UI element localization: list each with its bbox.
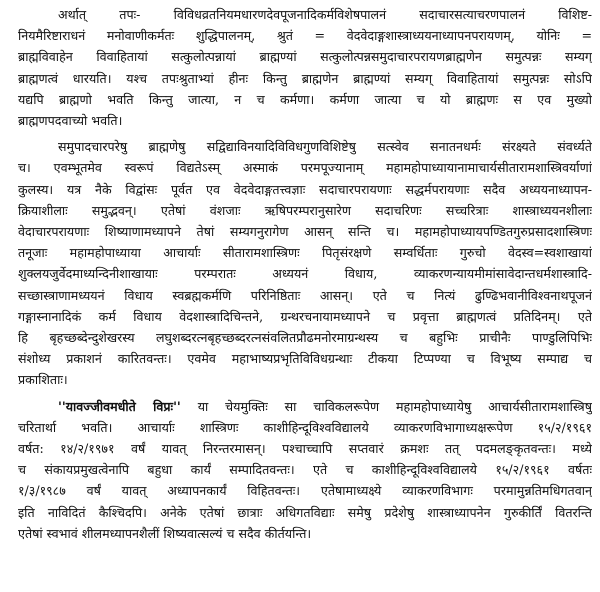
text-line: नियमैरिष्टाराधनं मनोवाणीकर्मतः शुद्धिपालनम्, श्रुतं = वेदवेदाङ्गशास्त्राध्ययनाध्यापनपरायणम्, योनिः = — [18, 28, 592, 44]
text-span: या चेयमुक्तिः सा चाविकलरूपेण महामहोपाध्यायेषु आचार्यसीतारामशास्त्रिषु — [180, 398, 592, 414]
paragraph — [18, 4, 592, 131]
text-line: तनूजाः महामहोपाध्याया आचार्याः सीतारामशास्त्रिणः पितृसंरक्षणे सम्वर्धिताः गुरुचो वेदस्व=स्वशाखायां — [18, 245, 592, 261]
text-line: इति नाविदितं कैश्चिदपि। अनेके एतेषां छात्राः अधिगतविद्याः समेषु प्रदेशेषु शास्त्राध्यापनेन गुरुकीर्तिं वितरन्ति — [18, 504, 592, 520]
text-line: कुलस्य। यत्र नैके विद्वांसः पूर्वत एव वेदवेदाङ्गतत्त्वज्ञाः सदाचारपरायणाः सद्धर्मपरायणाः सदैव अध्ययनाध्यापन- — [18, 181, 592, 197]
text-line: यद्यपि ब्राह्मणो भवति किन्तु जात्या, न च कर्मणा। कर्मणा जात्या च यो ब्राह्मणः स एव मुख्यो — [18, 91, 592, 107]
text-line: अर्थात् तपः- विविधव्रतनियमधारणदेवपूजनादिकर्मविशेषपालनं सदाचारसत्याचरणपालनं विशिष्ट- — [58, 7, 592, 22]
text-line: च संकायप्रमुखत्वेनापि बहुधा कार्यं सम्पादितवन्तः। एते च काशीहिन्दूविश्वविद्यालये १५/२/१९६१ वर्षतः — [18, 462, 592, 478]
text-line: ब्राह्मणपदवाच्यो भवति। — [18, 113, 123, 129]
text-line: ब्राह्मविवाहेन विवाहितायां सत्कुलोत्पन्नायां ब्राह्मण्यां सत्कुलोत्पन्नसमुदाचारपरायणब्राह्मणेन समुत्पन्नः सम्यग् — [18, 49, 592, 65]
quoted-phrase: ''यावज्जीवमधीते विप्रः'' — [58, 398, 181, 414]
text-line: हि बृहच्छब्देन्दुशेखरस्य लघुशब्दरत्नबृहच्छब्दरत्नसंवलितप्रौढमनोरमाग्रन्थस्य च बहुभिः प्राचीनैः पाण्डुलिपिभिः — [18, 330, 592, 346]
text-line: वेदाचारपरायणाः शिष्याणामध्यापने तेषां सम्यगनुरागेण आसन् सन्ति च। महामहोपाध्यायपण्डितगुरुप्रसादशास्त्रिणः — [18, 224, 592, 240]
text-line: चरितार्था भवति। आचार्याः शास्त्रिणः काशीहिन्दूविश्वविद्यालये व्याकरणविभागाध्यक्षरूपेण १५/२/१९६१ — [18, 419, 592, 435]
paragraph — [18, 396, 592, 544]
text-line: क्रियाशीलाः समुद्भवन्। एतेषां वंशजाः ऋषिपरम्परानुसारेण सदाचरिणः सच्चरित्राः शास्त्राध्ययनशीलाः — [18, 202, 592, 218]
text-line: गङ्गास्नानादिकं कर्म विधाय वेदशास्त्रादिचिन्तने, ग्रन्थरचनायामध्यापने च प्रवृत्ता ब्राह्मणत्वं प्रतिदिनम्। एते — [18, 308, 592, 324]
text-line: च। एवम्भूतमेव स्वरूपं विद्यतेऽस्म् अस्माकं परमपूज्यानाम् महामहोपाध्यायानामाचार्यसीतारामशास्त्रिवर्याणां — [18, 160, 592, 176]
text-line: ब्राह्मणत्वं धारयति। यश्च तपःश्रुताभ्यां हीनः किन्तु ब्राह्मणेन ब्राह्मण्यां सम्यग् विवाहितायां समुत्पन्नः सोऽपि — [18, 70, 592, 86]
text-line: समुपादचारपरेषु ब्राह्मणेषु सद्विद्याविनयादिविविधगुणविशिष्टेषु सत्स्वेव सनातनधर्मः संरक्ष्यते संवर्ध्यते — [58, 139, 592, 155]
text-line: १/३/१९८७ वर्षं यावत् अध्यापनकार्यं विहितवन्तः। एतेषामाध्यक्ष्ये व्याकरणविभागः परमामुन्नतिमधिगतवान् — [18, 483, 592, 499]
text-line: शुक्लयजुर्वेदमाध्यन्दिनीशाखायाः परम्परातः अध्ययनं विधाय, व्याकरणन्यायमीमांसावेदान्तधर्मशास्त्रादि- — [18, 266, 592, 282]
text-line: संशोध्य प्रकाशनं कारितवन्तः। एवमेव महाभाष्यप्रभृतिविविधग्रन्थाः टीकया टिप्पण्या च विभूष्य सम्पाद्य च — [18, 351, 592, 367]
text-line: एतेषां स्वभावं शीलमध्यापनशैलीं शिष्यवात्सल्यं च सदैव कीर्तयन्ति। — [18, 525, 312, 541]
text-line: वर्षत: १४/२/१९७१ वर्षं यावत् निरन्तरमासन्। पश्चाच्चापि सप्तवारं क्रमशः तत् पदमलङ्कृतवन्तः। मध्ये — [18, 441, 592, 457]
text-line: प्रकाशिताः। — [18, 372, 68, 388]
paragraph — [18, 136, 592, 390]
text-line: सच्छास्त्राणामध्ययनं विधाय स्वब्रह्मकर्मणि परिनिष्ठिताः आसन्। एते च नित्यं ढुण्ढिभवानीविश्वनाथपूजनं — [18, 287, 592, 303]
text-line — [18, 396, 592, 417]
